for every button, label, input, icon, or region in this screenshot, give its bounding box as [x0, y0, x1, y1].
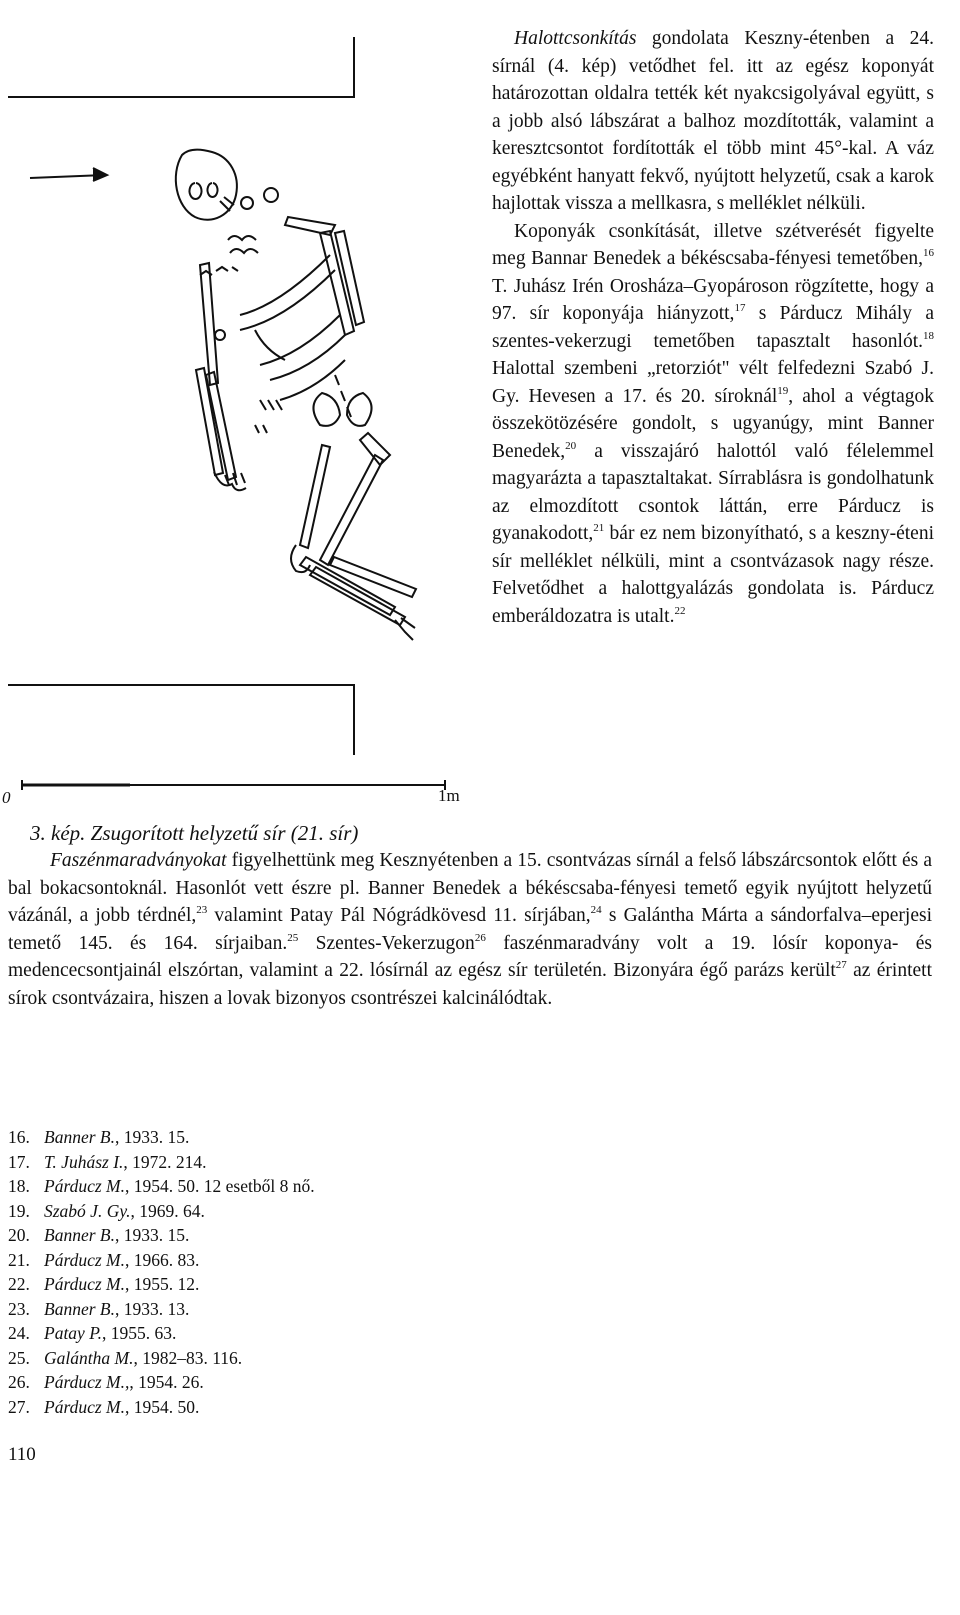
figure-caption: 3. kép. Zsugorított helyzetű sír (21. sír) [30, 821, 359, 845]
footnote: 21. Párducz M., 1966. 83. [8, 1249, 200, 1270]
footnote: 23. Banner B., 1933. 13. [8, 1298, 190, 1319]
footnotes [8, 1125, 315, 1419]
scale-end-label: 1m [438, 786, 460, 805]
grave-figure [0, 25, 470, 845]
full-width-text [8, 847, 932, 1012]
paragraph-1: Halottcsonkítás gondolata Keszny-étenben a 24. sírnál (4. kép) vetődhet fel. itt az egész koponyát határozottan oldalra tették két nyakcsigolyával együtt, s a jobb alsó lábszárat a balhoz mozdították, valamint a keresztcsontot fordították el több mint 45°-kal. A váz egyébként hanyatt fekvő, nyújtott helyzetű, csak a karok hajlottak vissza a mellkasra, s melléklet nélküli. [492, 28, 934, 214]
footnote: 17. T. Juhász I., 1972. 214. [8, 1151, 207, 1172]
paragraph-3: Faszénmaradványokat figyelhettünk meg Kesznyétenben a 15. csontvázas sírnál a felső lábszárcsontok előtt és a bal bokacsontoknál. Hasonlót vett észre pl. Banner Benedek a békéscsaba-fényesi temető egyik nyújtott helyzetű vázánál, a jobb térdnél,$^{23}$ valamint Patay Pál Nógrádkövesd 11. sírjában,$^{24}$ s Galántha Márta a sándorfalva–eperjesi temető 145. és 164. sírjaiban.$^{25}$ Szentes-Vekerzugon$^{26}$ faszénmaradvány volt a 19. lósír koponya- és medencecsontjainál elszórtan, valamint a 22. lósírnál az egész sír területén. Bizonyára égő parázs került$^{27}$ az érintett sírok csontvázaira, hiszen a lovak bizonyos csontrészei kalcinálódtak. [8, 850, 933, 1009]
page-number: 110 [8, 1444, 36, 1465]
footnote: 16. Banner B., 1933. 15. [8, 1127, 190, 1147]
footnote: 26. Párducz M.,, 1954. 26. [8, 1372, 204, 1392]
footnote: 24. Patay P., 1955. 63. [8, 1323, 177, 1343]
footnote: 27. Párducz M., 1954. 50. [8, 1396, 200, 1417]
skeleton-drawing [0, 25, 470, 795]
footnote: 25. Galántha M., 1982–83. 116. [8, 1347, 243, 1368]
paragraph-2: Koponyák csonkítását, illetve szétverését figyelte meg Bannar Benedek a békéscsaba-fényesi temetőben,$^{16}$ T. Juhász Irén Orosháza–Gyopároson rögzítette, hogy a 97. sír koponyája hiányzott,$^{17}$ s Párducz Mihály a szentes-vekerzugi temetőben tapasztalt hasonlót.$^{18}$ Halottal szembeni „retorziót" vélt felfedezni Szabó J. Gy. Hevesen a 17. és 20. síroknál$^{19}$, ahol a végtagok összekötözésére gondolt, s ugyanúgy, mint Banner Benedek,$^{20}$ a visszajáró halottól való félelemmel magyarázta a tapasztaltakat. Sírrablásra is gondolhatunk az elmozdított csontok láttán, erre Párducz is gyanakodott,$^{21}$ bár ez nem bizonyítható, s a keszny-éteni sír melléklet nélküli, mint a csontvázasok nagy része. Felvetődhet a halottgyalázás gondolata is. Párducz emberáldozatra is utalt.$^{22}$ [492, 220, 934, 627]
scale-start-label: 0 [2, 788, 11, 807]
footnote: 19. Szabó J. Gy., 1969. 64. [8, 1200, 205, 1221]
footnote: 22. Párducz M., 1955. 12. [8, 1274, 200, 1294]
footnote: 18. Párducz M., 1954. 50. 12 esetből 8 nő. [8, 1176, 315, 1196]
footnote: 20. Banner B., 1933. 15. [8, 1225, 190, 1245]
column-text [492, 25, 934, 630]
